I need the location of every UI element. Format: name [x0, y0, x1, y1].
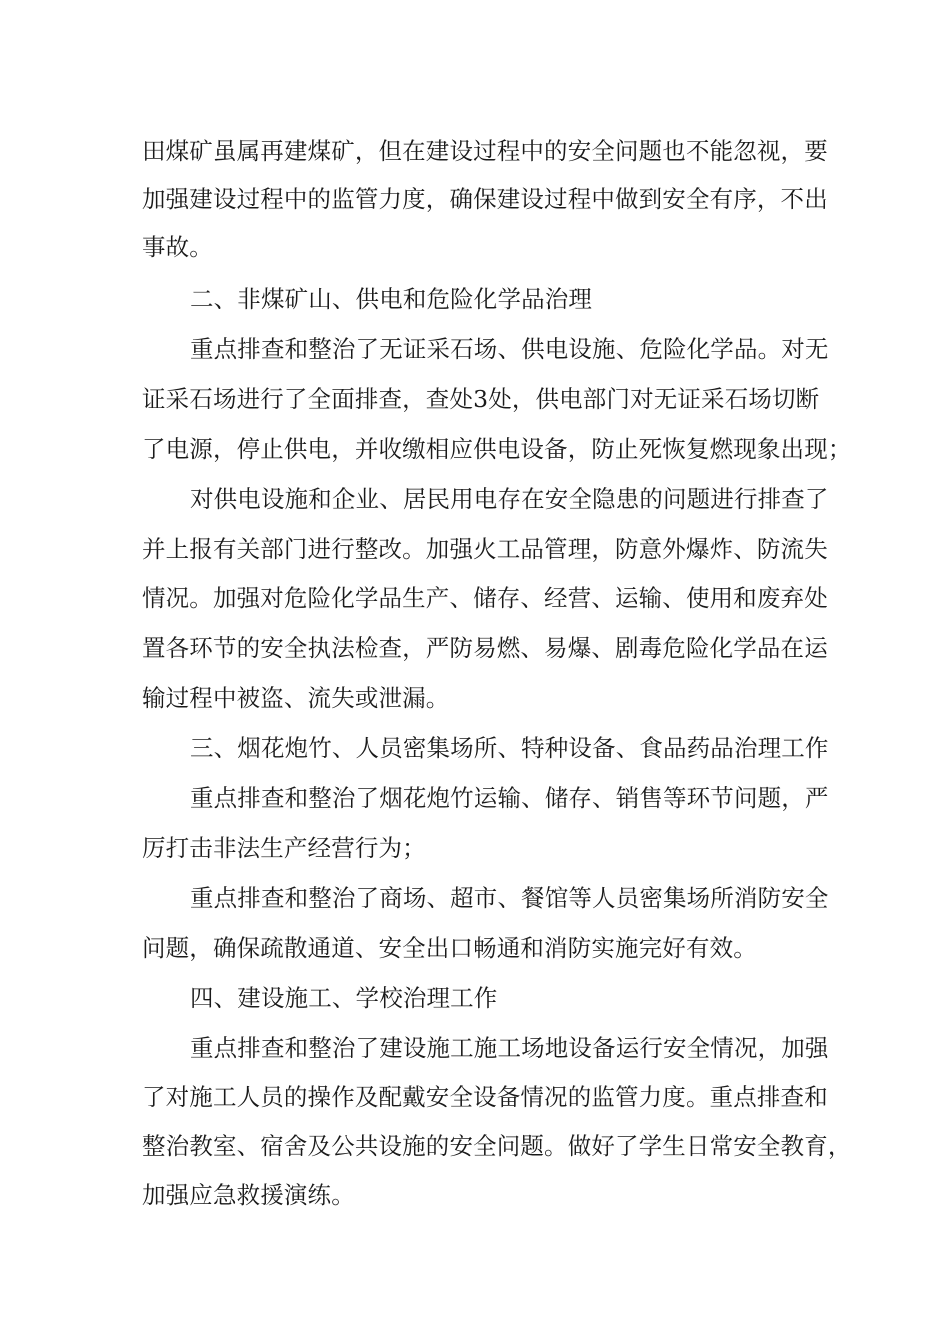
paragraph-line: 加强应急救援演练。: [142, 1181, 355, 1209]
paragraph-line: 并上报有关部门进行整改。加强火工品管理，防意外爆炸、防流失: [142, 535, 828, 563]
paragraph-line: 田煤矿虽属再建煤矿，但在建设过程中的安全问题也不能忽视，要: [142, 137, 828, 165]
paragraph-line: 重点排查和整治了无证采石场、供电设施、危险化学品。对无: [190, 335, 829, 363]
paragraph-line: 了对施工人员的操作及配戴安全设备情况的监管力度。重点排查和: [142, 1083, 828, 1111]
paragraph-line: 置各环节的安全执法检查，严防易燃、易爆、剧毒危险化学品在运: [142, 634, 828, 662]
paragraph-line: 加强建设过程中的监管力度，确保建设过程中做到安全有序，不出: [142, 185, 828, 213]
paragraph-line: 重点排查和整治了商场、超市、餐馆等人员密集场所消防安全: [190, 884, 829, 912]
paragraph-line: 证采石场进行了全面排查，查处3处，供电部门对无证采石场切断: [142, 385, 820, 413]
section-heading: 二、非煤矿山、供电和危险化学品治理: [190, 285, 593, 313]
section-heading: 三、烟花炮竹、人员密集场所、特种设备、食品药品治理工作: [190, 734, 829, 762]
section-heading: 四、建设施工、学校治理工作: [190, 984, 498, 1012]
paragraph-line: 输过程中被盗、流失或泄漏。: [142, 684, 450, 712]
paragraph-line: 重点排查和整治了建设施工施工场地设备运行安全情况，加强: [190, 1034, 829, 1062]
paragraph-line: 重点排查和整治了烟花炮竹运输、储存、销售等环节问题，严: [190, 784, 829, 812]
paragraph-line: 了电源，停止供电，并收缴相应供电设备，防止死恢复燃现象出现；: [142, 435, 852, 463]
paragraph-line: 问题，确保疏散通道、安全出口畅通和消防实施完好有效。: [142, 934, 757, 962]
paragraph-line: 整治教室、宿舍及公共设施的安全问题。做好了学生日常安全教育，: [142, 1132, 852, 1160]
paragraph-line: 厉打击非法生产经营行为；: [142, 834, 426, 862]
paragraph-line: 情况。加强对危险化学品生产、储存、经营、运输、使用和废弃处: [142, 584, 828, 612]
paragraph-line: 事故。: [142, 233, 213, 261]
paragraph-line: 对供电设施和企业、居民用电存在安全隐患的问题进行排查了: [190, 485, 829, 513]
